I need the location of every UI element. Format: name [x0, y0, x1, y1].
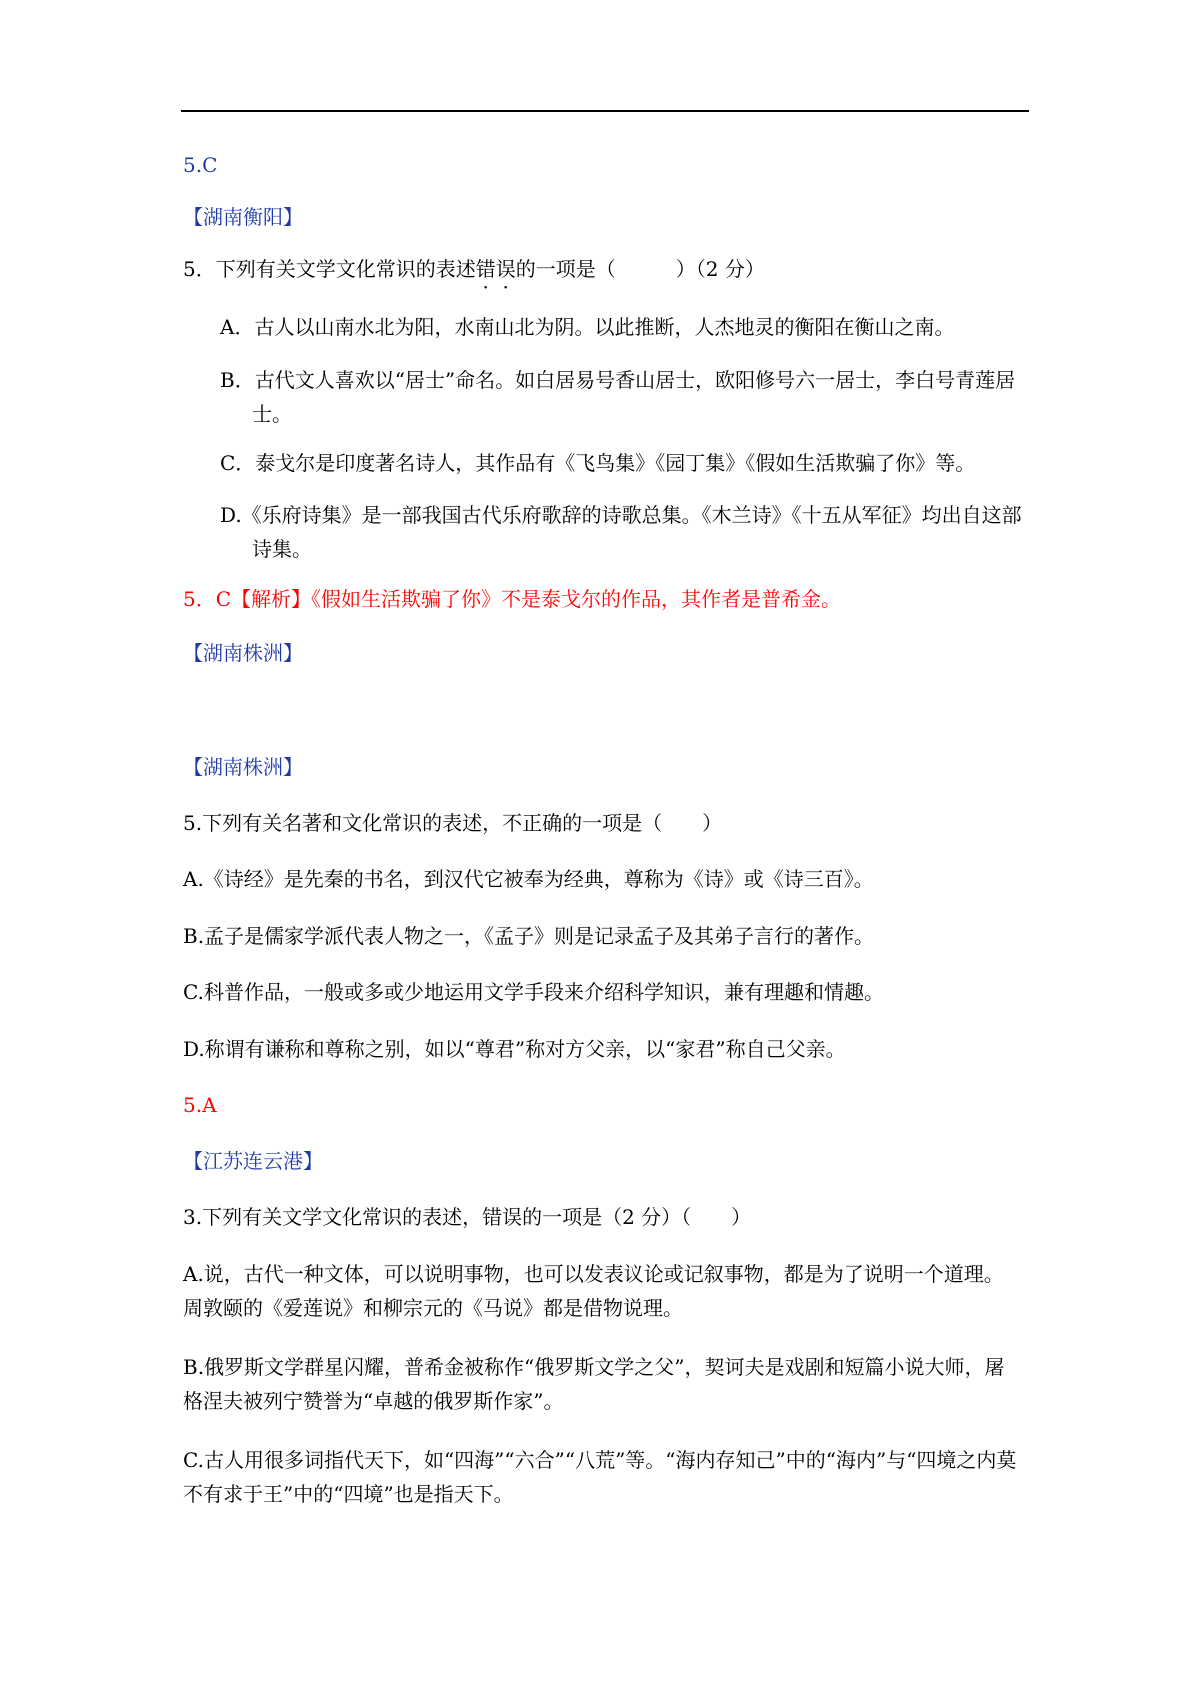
- section-tag-zhuzhou-1: 【湖南株洲】: [183, 641, 303, 665]
- option-a: A.《诗经》是先秦的书名，到汉代它被奉为经典，尊称为《诗》或《诗三百》。: [183, 867, 874, 891]
- question-hengyang: [183, 252, 765, 286]
- section-tag-lianyungang: 【江苏连云港】: [183, 1149, 323, 1173]
- question-lianyungang: 3.下列有关文学文化常识的表述，错误的一项是（2 分）（ ）: [183, 1205, 752, 1229]
- option-c: C.古人用很多词指代天下，如“四海”“六合”“八荒”等。“海内存知己”中的“海内”与“四境之内莫不有求于王”中的“四境”也是指天下。: [183, 1448, 1017, 1506]
- answer-explanation: 5．C【解析】《假如生活欺骗了你》不是泰戈尔的作品，其作者是普希金。: [183, 587, 842, 611]
- section-tag-zhuzhou-2: 【湖南株洲】: [183, 755, 303, 779]
- option-d: D.称谓有谦称和尊称之别，如以“尊君”称对方父亲，以“家君”称自己父亲。: [183, 1037, 846, 1061]
- option-a: A.说，古代一种文体，可以说明事物，也可以发表议论或记叙事物，都是为了说明一个道理。周敦颐的《爱莲说》和柳宗元的《马说》都是借物说理。: [183, 1262, 1004, 1320]
- top-answer: 5.C: [183, 153, 218, 177]
- question-zhuzhou: 5.下列有关名著和文化常识的表述，不正确的一项是（ ）: [183, 811, 723, 835]
- header-rule: [181, 110, 1029, 112]
- emphasis-char-2: 误: [495, 257, 516, 281]
- option-b: B.孟子是儒家学派代表人物之一，《孟子》则是记录孟子及其弟子言行的著作。: [183, 924, 875, 948]
- question-text-post: 的一项是（ ）（2 分）: [515, 257, 765, 281]
- emphasis-char-1: 错: [475, 257, 496, 281]
- option-a: A．古人以山南水北为阳，水南山北为阴。以此推断，人杰地灵的衡阳在衡山之南。: [220, 315, 955, 339]
- option-b: B.俄罗斯文学群星闪耀，普希金被称作“俄罗斯文学之父”，契诃夫是戏剧和短篇小说大师，屠格涅夫被列宁赞誉为“卓越的俄罗斯作家”。: [183, 1355, 1005, 1413]
- question-text-pre: 5．下列有关文学文化常识的表述: [183, 257, 476, 281]
- option-c: C.科普作品，一般或多或少地运用文学手段来介绍科学知识，兼有理趣和情趣。: [183, 980, 884, 1004]
- option-d: D.《乐府诗集》是一部我国古代乐府歌辞的诗歌总集。《木兰诗》《十五从军征》均出自这部诗集。: [220, 503, 1022, 561]
- section-tag-hengyang: 【湖南衡阳】: [183, 205, 303, 229]
- option-b: B．古代文人喜欢以“居士”命名。如白居易号香山居士，欧阳修号六一居士，李白号青莲居士。: [220, 368, 1016, 426]
- answer: 5.A: [183, 1093, 217, 1117]
- option-c: C．泰戈尔是印度著名诗人，其作品有《飞鸟集》《园丁集》《假如生活欺骗了你》等。: [220, 451, 976, 475]
